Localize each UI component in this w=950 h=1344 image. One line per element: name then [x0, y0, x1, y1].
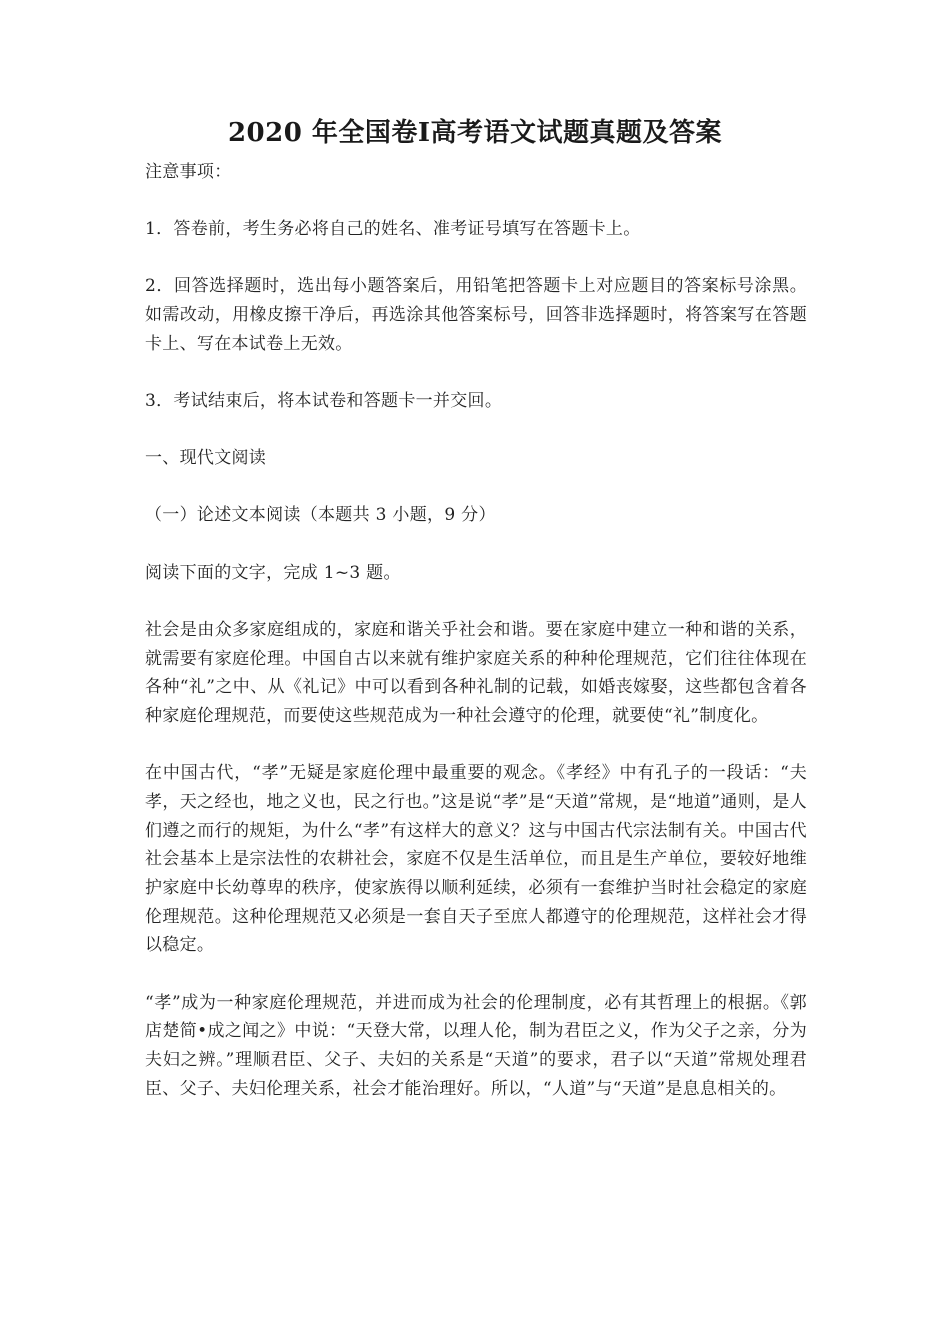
notice-item-3: 3．考试结束后，将本试卷和答题卡一并交回。: [145, 390, 503, 411]
subsection-heading: （一）论述文本阅读（本题共 3 小题，9 分）: [145, 505, 496, 526]
passage-paragraph-3: “孝”成为一种家庭伦理规范，并进而成为社会的伦理制度，必有其哲理上的根据。《郭店楚简•成之闻之》中说：“天登大常，以理人伦，制为君臣之义，作为父子之亲，分为夫妇之辨。”理顺君臣、父子、夫妇的关系是“天道”的要求，君子以“天道”常规处理君臣、父子、夫妇伦理关系，社会才能治理好。所以，“人道”与“天道”是息息相关的。: [145, 992, 807, 1099]
notice-heading: 注意事项：: [145, 161, 232, 182]
notice-item-1: 1．答卷前，考生务必将自己的姓名、准考证号填写在答题卡上。: [145, 218, 641, 239]
reading-instruction: 阅读下面的文字，完成 1~3 题。: [145, 562, 401, 583]
page-title: 2020 年全国卷Ⅰ高考语文试题真题及答案: [227, 118, 723, 148]
passage-paragraph-1: 社会是由众多家庭组成的，家庭和谐关乎社会和谐。要在家庭中建立一种和谐的关系，就需要有家庭伦理。中国自古以来就有维护家庭关系的种种伦理规范，它们往往体现在各种“礼”之中、从《礼记》中可以看到各种礼制的记载，如婚丧嫁娶，这些都包含着各种家庭伦理规范，而要使这些规范成为一种社会遵守的伦理，就要使“礼”制度化。: [145, 620, 807, 727]
passage-paragraph-2: 在中国古代，“孝”无疑是家庭伦理中最重要的观念。《孝经》中有孔子的一段话：“夫孝，天之经也，地之义也，民之行也。”这是说“孝”是“天道”常规，是“地道”通则，是人们遵之而行的规矩，为什么“孝”有这样大的意义？这与中国古代宗法制有关。中国古代社会基本上是宗法性的农耕社会，家庭不仅是生活单位，而且是生产单位，要较好地维护家庭中长幼尊卑的秩序，使家族得以顺利延续，必须有一套维护当时社会稳定的家庭伦理规范。这种伦理规范又必须是一套自天子至庶人都遵守的伦理规范，这样社会才得以稳定。: [145, 763, 807, 956]
section-heading: 一、现代文阅读: [145, 448, 267, 469]
notice-item-2: 2．回答选择题时，选出每小题答案后，用铅笔把答题卡上对应题目的答案标号涂黑。如需改动，用橡皮擦干净后，再选涂其他答案标号，回答非选择题时，将答案写在答题卡上、写在本试卷上无效。: [145, 276, 807, 354]
document-body: [145, 158, 807, 1132]
